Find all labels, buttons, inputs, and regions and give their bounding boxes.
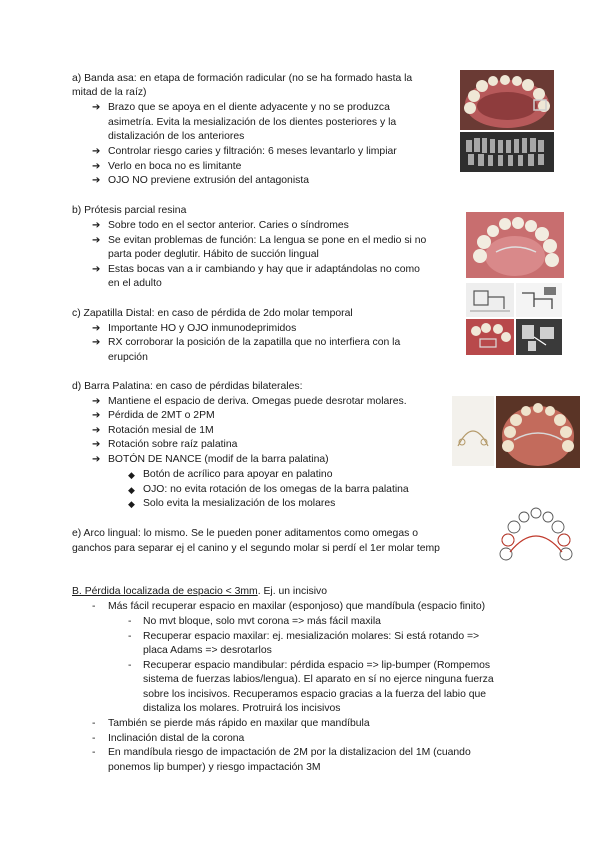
section-b-title: b) Prótesis parcial resina	[72, 205, 187, 216]
section-a-title: a) Banda asa: en etapa de formación radicular (no se ha formado hasta la	[72, 73, 413, 84]
arrow-bullet: ➔	[92, 146, 101, 157]
arrow-bullet: ➔	[92, 323, 101, 334]
dash-bullet: -	[92, 718, 96, 729]
section-e-line1: e) Arco lingual: lo mismo. Se le pueden poner aditamentos como omegas o	[72, 528, 418, 539]
section-e-line2: ganchos para separar ej el canino y el segundo molar si perdí el 1er molar temp	[72, 543, 440, 554]
list-item: Rotación sobre raíz palatina	[108, 439, 238, 450]
sub-list-item: placa Adams => desrotarlos	[143, 645, 272, 656]
list-item: OJO NO previene extrusión del antagonista	[108, 175, 309, 186]
list-item: Más fácil recuperar espacio en maxilar (esponjoso) que mandíbula (espacio finito)	[108, 601, 486, 612]
list-item: Inclinación distal de la corona	[108, 733, 245, 744]
arrow-bullet: ➔	[92, 425, 101, 436]
list-item: En mandíbula riesgo de impactación de 2M por la distalizacion del 1M (cuando	[108, 747, 471, 758]
section-B-heading-line	[72, 585, 327, 600]
list-item: Controlar riesgo caries y filtración: 6 meses levantarlo y limpiar	[108, 146, 397, 157]
list-item: Verlo en boca no es limitante	[108, 161, 242, 172]
xray-panoramic	[460, 132, 554, 172]
section-d-title: d) Barra Palatina: en caso de pérdidas bilaterales:	[72, 381, 303, 392]
photo-partial-denture	[466, 212, 564, 278]
list-item: Pérdida de 2MT o 2PM	[108, 410, 215, 421]
sub-list-item: No mvt bloque, solo mvt corona => más fácil maxila	[143, 616, 381, 627]
list-item: en el adulto	[108, 278, 162, 289]
dash-bullet: -	[92, 747, 96, 758]
section-B-heading: B. Pérdida localizada de espacio < 3mm	[72, 586, 258, 597]
arrow-bullet: ➔	[92, 410, 101, 421]
sub-list-item: Recuperar espacio mandibular: pérdida espacio => lip-bumper (Rompemos	[143, 660, 491, 671]
list-item: ponemos lip bumper) y riesgo impactación 3M	[108, 762, 321, 773]
list-item: erupción	[108, 352, 148, 363]
dash-bullet: -	[128, 616, 132, 627]
sub-list-item: OJO: no evita rotación de los omegas de la barra palatina	[143, 484, 409, 495]
diamond-bullet: ◆	[128, 485, 135, 495]
list-item: También se pierde más rápido en maxilar que mandíbula	[108, 718, 370, 729]
dash-bullet: -	[128, 660, 132, 671]
list-item: Brazo que se apoya en el diente adyacente y no se produzca	[108, 102, 390, 113]
list-item: Sobre todo en el sector anterior. Caries o síndromes	[108, 220, 349, 231]
arrow-bullet: ➔	[92, 220, 101, 231]
sub-list-item: distaliza los molares. Protruirá los incisivos	[143, 703, 341, 714]
dash-bullet: -	[92, 601, 96, 612]
list-item: Mantiene el espacio de deriva. Omegas puede desrotar molares.	[108, 396, 407, 407]
arrow-bullet: ➔	[92, 264, 101, 275]
arrow-bullet: ➔	[92, 235, 101, 246]
list-item: distalización de los anteriores	[108, 131, 245, 142]
list-item: Importante HO y OJO inmunodeprimidos	[108, 323, 297, 334]
drawing-palatal-bar	[452, 396, 494, 466]
list-item: Estas bocas van a ir cambiando y hay que ir adaptándolas no como	[108, 264, 420, 275]
list-item: asimetría. Evita la mesialización de los dientes posteriores y la	[108, 117, 397, 128]
arrow-bullet: ➔	[92, 396, 101, 407]
arrow-bullet: ➔	[92, 161, 101, 172]
section-c-title: c) Zapatilla Distal: en caso de pérdida de 2do molar temporal	[72, 308, 353, 319]
list-item: Rotación mesial de 1M	[108, 425, 214, 436]
diamond-bullet: ◆	[128, 470, 135, 480]
list-item: RX corroborar la posición de la zapatilla que no interfiera con la	[108, 337, 401, 348]
arrow-bullet: ➔	[92, 337, 101, 348]
arrow-bullet: ➔	[92, 454, 101, 465]
section-B-heading-rest: . Ej. un incisivo	[257, 586, 328, 597]
drawing-distal-shoe	[466, 283, 514, 317]
section-a-title-cont: mitad de la raíz)	[72, 87, 147, 98]
photo-palatal-bar-mouth	[496, 396, 580, 468]
sub-list-item: sistema de fuerzas labios/lengua). El aparato en sí no ejerce ninguna fuerza	[143, 674, 494, 685]
arrow-bullet: ➔	[92, 175, 101, 186]
photo-band-loop-mouth	[460, 70, 554, 130]
sub-list-item: sobre los incisivos. Recuperamos espacio gracias a la fuerza del labio que	[143, 689, 487, 700]
list-item: parta poder deglutir. Hábito de succión lingual	[108, 249, 319, 260]
sub-list-item: Recuperar espacio maxilar: ej. mesialización molares: Si está rotando =>	[143, 631, 480, 642]
xray-distal-shoe	[516, 319, 562, 355]
drawing-distal-shoe-xray	[516, 283, 562, 317]
drawing-lingual-arch	[496, 500, 578, 572]
sub-list-item: Botón de acrílico para apoyar en palatino	[143, 469, 333, 480]
dash-bullet: -	[128, 631, 132, 642]
photo-distal-shoe-mouth	[466, 319, 514, 355]
arrow-bullet: ➔	[92, 439, 101, 450]
list-item: BOTÓN DE NANCE (modif de la barra palatina)	[108, 454, 329, 465]
list-item: Se evitan problemas de función: La lengua se pone en el medio si no	[108, 235, 427, 246]
sub-list-item: Solo evita la mesialización de los molares	[143, 498, 336, 509]
diamond-bullet: ◆	[128, 499, 135, 509]
arrow-bullet: ➔	[92, 102, 101, 113]
dash-bullet: -	[92, 733, 96, 744]
